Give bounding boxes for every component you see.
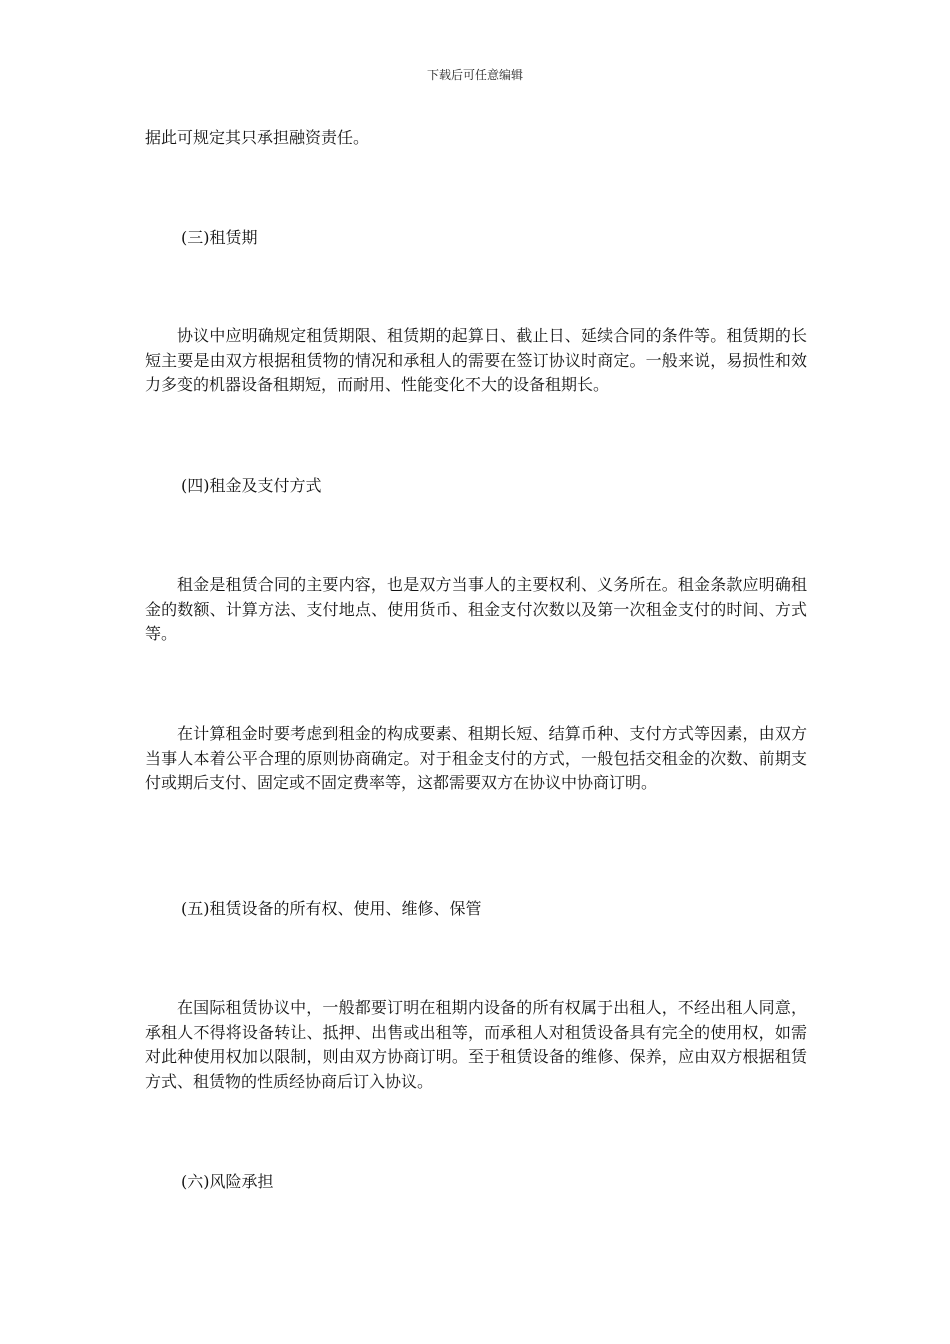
paragraph-rent-calculation: 在计算租金时要考虑到租金的构成要素、租期长短、结算币种、支付方式等因素，由双方当事人本着公平合理的原则协商确定。对于租金支付的方式，一般包括交租金的次数、前期支付或期后支付、固定或不固定费率等，这都需要双方在协议中协商订明。 [145,724,807,792]
section-heading-6: (六)风险承担 [181,1172,274,1191]
paragraph-continuation: 据此可规定其只承担融资责任。 [145,128,370,147]
page-header: 下载后可任意编辑 [426,68,523,82]
section-heading-4: (四)租金及支付方式 [181,476,322,495]
paragraph-rent: 租金是租赁合同的主要内容，也是双方当事人的主要权利、义务所在。租金条款应明确租金的数额、计算方法、支付地点、使用货币、租金支付次数以及第一次租金支付的时间、方式等。 [145,575,807,643]
section-heading-5: (五)租赁设备的所有权、使用、维修、保管 [181,899,482,918]
section-heading-3: (三)租赁期 [181,228,258,247]
paragraph-ownership: 在国际租赁协议中，一般都要订明在租期内设备的所有权属于出租人，不经出租人同意，承租人不得将设备转让、抵押、出售或出租等，而承租人对租赁设备具有完全的使用权，如需对此种使用权加以限制，则由双方协商订明。至于租赁设备的维修、保养，应由双方根据租赁方式、租赁物的性质经协商后订入协议。 [145,998,807,1091]
paragraph-lease-term: 协议中应明确规定租赁期限、租赁期的起算日、截止日、延续合同的条件等。租赁期的长短主要是由双方根据租赁物的情况和承租人的需要在签订协议时商定。一般来说，易损性和效力多变的机器设备租期短，而耐用、性能变化不大的设备租期长。 [145,326,807,394]
